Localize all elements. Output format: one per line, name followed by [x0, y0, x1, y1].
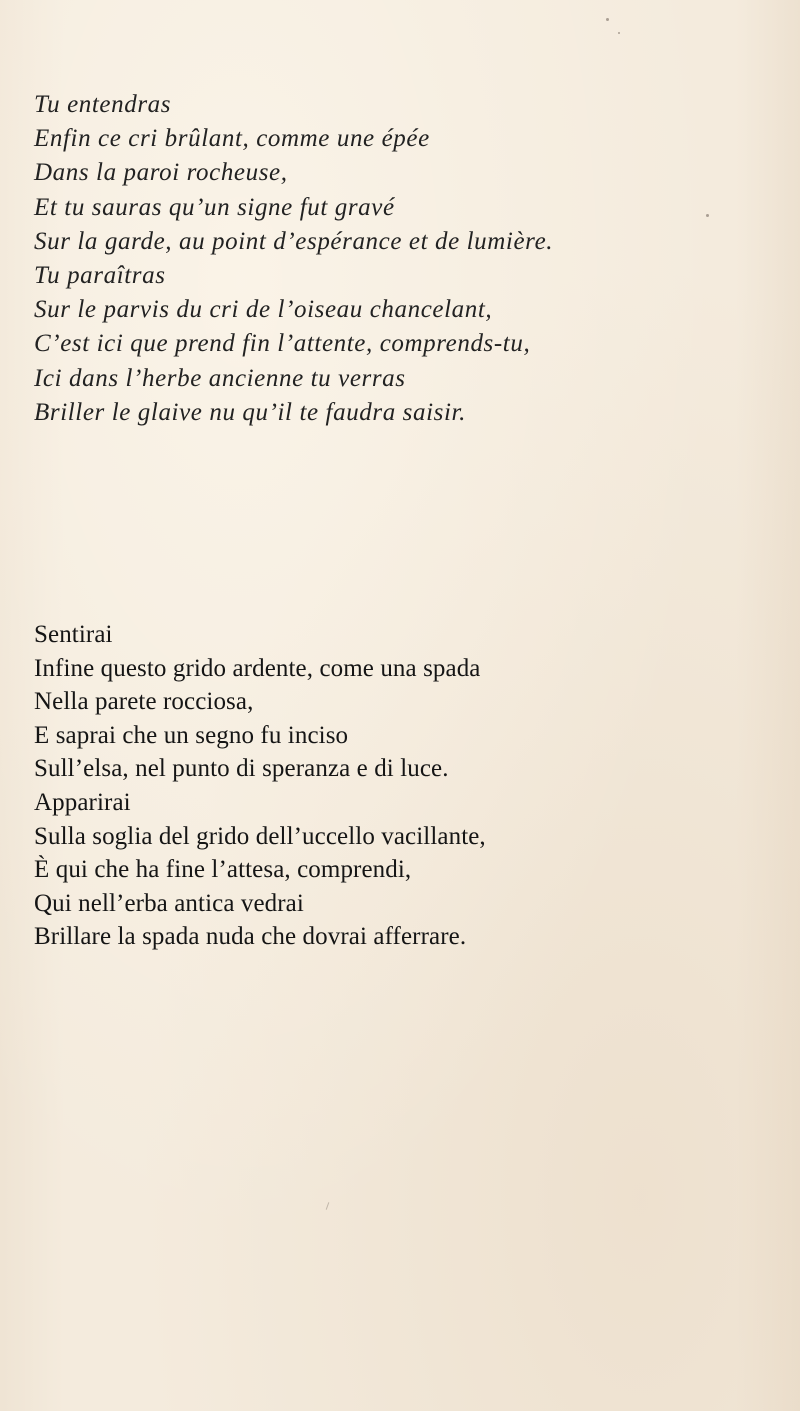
- poem-line-fr: Sur la garde, au point d’espérance et de lumière.: [34, 227, 554, 255]
- poem-line-it: Qui nell’erba antica vedrai: [34, 889, 304, 917]
- poem-line-fr: Sur le parvis du cri de l’oiseau chancelant,: [34, 296, 493, 324]
- french-stanza: [34, 88, 553, 430]
- poem-line-it: Nella parete rocciosa,: [34, 688, 254, 716]
- poem-line-it: Sulla soglia del grido dell’uccello vacillante,: [34, 822, 486, 850]
- poem-line-fr: Et tu sauras qu’un signe fut gravé: [34, 193, 395, 221]
- paper-speck: [706, 214, 709, 217]
- poem-line-fr: Ici dans l’herbe ancienne tu verras: [34, 364, 406, 392]
- poem-line-fr: Tu entendras: [34, 91, 172, 118]
- poem-line-fr: Enfin ce cri brûlant, comme une épée: [34, 125, 430, 153]
- poem-line-it: È qui che ha fine l’attesa, comprendi,: [34, 856, 412, 884]
- poem-line-fr: Tu paraîtras: [34, 262, 166, 290]
- paper-speck: [606, 18, 609, 21]
- poem-line-fr: C’est ici que prend fin l’attente, comprends-tu,: [34, 330, 531, 358]
- poem-line-it: Apparirai: [34, 788, 131, 816]
- paper-speck: [618, 32, 620, 34]
- paper-speck: [326, 1202, 330, 1210]
- poem-line-fr: Dans la paroi rocheuse,: [34, 159, 288, 187]
- poem-line-it: Sull’elsa, nel punto di speranza e di luce.: [34, 755, 449, 783]
- poem-line-it: Sentirai: [34, 621, 113, 648]
- poem-line-it: Brillare la spada nuda che dovrai afferrare.: [34, 923, 467, 951]
- poem-line-it: E saprai che un segno fu inciso: [34, 721, 349, 749]
- poem-line-fr: Briller le glaive nu qu’il te faudra saisir.: [34, 398, 466, 426]
- italian-stanza: [34, 618, 486, 954]
- poem-line-it: Infine questo grido ardente, come una spada: [34, 654, 481, 682]
